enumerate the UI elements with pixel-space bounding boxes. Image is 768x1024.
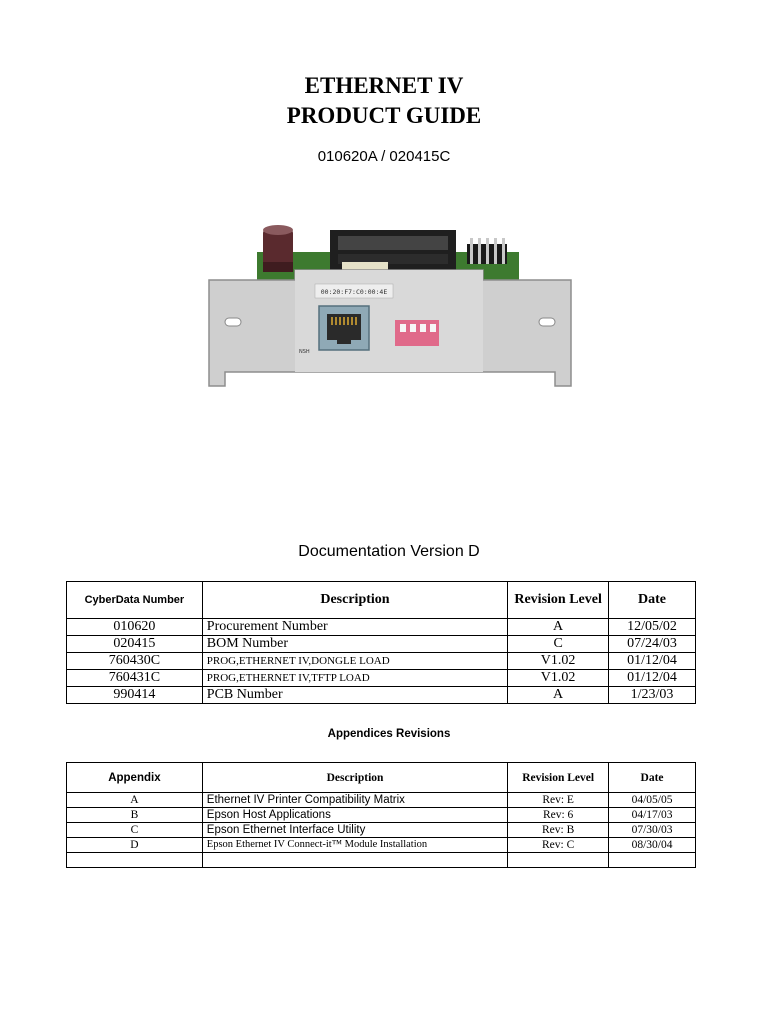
pin-header-shape — [467, 238, 507, 264]
description-cell — [202, 853, 507, 868]
table-row-empty — [67, 853, 696, 868]
col-date: Date — [609, 763, 696, 793]
table-row — [67, 636, 696, 653]
date-cell: 01/12/04 — [609, 653, 696, 670]
date-cell — [609, 853, 696, 868]
description-cell: PROG,ETHERNET IV,TFTP LOAD — [202, 670, 507, 687]
description-cell: Epson Ethernet Interface Utility — [202, 823, 507, 838]
description-cell: Procurement Number — [202, 619, 507, 636]
cyberdata-number-cell: 760431C — [67, 670, 203, 687]
revision-cell — [508, 853, 609, 868]
description-cell: Epson Host Applications — [202, 808, 507, 823]
appendix-table-header — [67, 763, 696, 793]
col-description: Description — [202, 582, 507, 619]
title-line-1: ETHERNET IV — [304, 73, 464, 98]
appendix-cell — [67, 853, 203, 868]
date-cell: 04/05/05 — [609, 793, 696, 808]
revision-table — [66, 581, 696, 704]
col-date: Date — [609, 582, 696, 619]
table-row — [67, 808, 696, 823]
revision-cell: Rev: E — [508, 793, 609, 808]
appendix-cell: B — [67, 808, 203, 823]
table-row — [67, 653, 696, 670]
title-line-2: PRODUCT GUIDE — [286, 103, 482, 128]
date-cell: 07/30/03 — [609, 823, 696, 838]
revision-cell: V1.02 — [508, 653, 609, 670]
pcb-mark-text: NSH — [299, 349, 310, 355]
col-cyberdata-number: CyberData Number — [67, 582, 203, 619]
date-cell: 12/05/02 — [609, 619, 696, 636]
description-cell: PCB Number — [202, 687, 507, 704]
revision-cell: Rev: 6 — [508, 808, 609, 823]
revision-cell: Rev: C — [508, 838, 609, 853]
appendix-cell: C — [67, 823, 203, 838]
table-row — [67, 670, 696, 687]
description-cell: PROG,ETHERNET IV,DONGLE LOAD — [202, 653, 507, 670]
col-appendix: Appendix — [67, 763, 203, 793]
date-cell: 04/17/03 — [609, 808, 696, 823]
table-row — [67, 619, 696, 636]
revision-cell: V1.02 — [508, 670, 609, 687]
appendix-cell: D — [67, 838, 203, 853]
date-cell: 07/24/03 — [609, 636, 696, 653]
col-revision-level: Revision Level — [508, 582, 609, 619]
description-cell: Ethernet IV Printer Compatibility Matrix — [202, 793, 507, 808]
col-revision-level: Revision Level — [508, 763, 609, 793]
cyberdata-number-cell: 020415 — [67, 636, 203, 653]
table-row — [67, 793, 696, 808]
dip-switch-shape — [395, 320, 439, 346]
mac-label-text: 00:20:F7:C0:00:4E — [320, 288, 388, 296]
revision-cell: A — [508, 687, 609, 704]
part-numbers: 010620A / 020415C — [317, 148, 451, 165]
table-row — [67, 838, 696, 853]
revision-cell: Rev: B — [508, 823, 609, 838]
cyberdata-number-cell: 760430C — [67, 653, 203, 670]
documentation-version: Documentation Version D — [298, 543, 480, 560]
table-row — [67, 687, 696, 704]
cyberdata-number-cell: 990414 — [67, 687, 203, 704]
appendix-table — [66, 762, 696, 868]
table-row — [67, 823, 696, 838]
appendix-cell: A — [67, 793, 203, 808]
date-cell: 01/12/04 — [609, 670, 696, 687]
col-description: Description — [202, 763, 507, 793]
ethernet-card-photo — [205, 222, 575, 388]
description-cell: BOM Number — [202, 636, 507, 653]
revision-table-header — [67, 582, 696, 619]
date-cell: 08/30/04 — [609, 838, 696, 853]
appendices-title: Appendices Revisions — [327, 728, 451, 740]
date-cell: 1/23/03 — [609, 687, 696, 704]
revision-cell: C — [508, 636, 609, 653]
revision-cell: A — [508, 619, 609, 636]
cyberdata-number-cell: 010620 — [67, 619, 203, 636]
description-cell: Epson Ethernet IV Connect-it™ Module Installation — [202, 838, 507, 853]
